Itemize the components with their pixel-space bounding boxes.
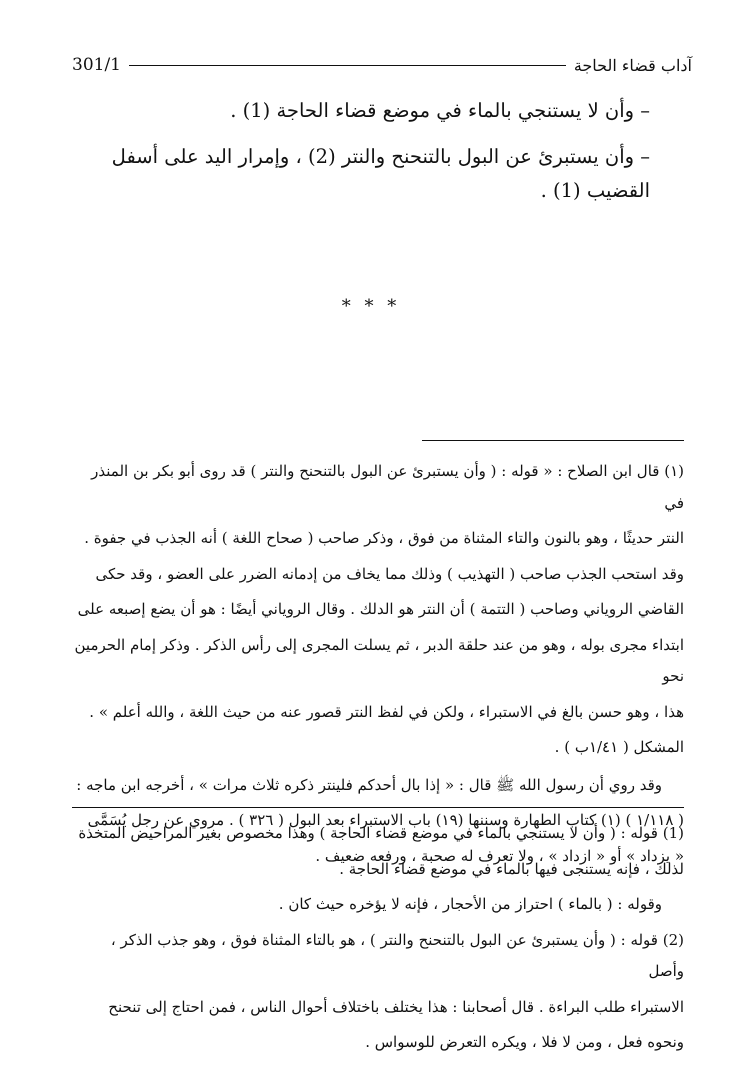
main-line: – وأن يستبرئ عن البول بالتنحنح والنتر (2) ، وإمرار اليد على أسفل القضيب (1) . (111, 145, 650, 202)
footnote-line: (١) قال ابن الصلاح : « قوله : ( وأن يستبرئ عن البول بالتنحنح والنتر ) قد روى أبو بكر بن المنذر في (91, 462, 684, 512)
footnote-line: « يزداد » أو « ازداد » ، ولا تعرف له صحبة ، ورفعه ضعيف . (315, 846, 684, 865)
footnote-line: الاستبراء طلب البراءة . قال أصحابنا : هذا يختلف باختلاف أحوال الناس ، فمن احتاج إلى تنحنح (108, 997, 684, 1016)
footnotes-editor (72, 456, 684, 876)
chapter-title: آداب قضاء الحاجة (573, 55, 692, 75)
footnote-line: (2) قوله : ( وأن يستبرئ عن البول بالتنحنح والنتر ) ، هو بالتاء المثناة فوق ، وهو جذب الذكر ، وأصل (110, 930, 684, 980)
footnote-line: النتر حديثًا ، وهو بالنون والتاء المثناة من فوق ، وذكر صاحب ( صحاح اللغة ) أنه الجذب في جفوة . (84, 529, 684, 547)
running-header (72, 52, 692, 78)
footnotes-author (72, 818, 684, 1063)
main-line: – وأن لا يستنجي بالماء في موضع قضاء الحاجة (1) . (230, 99, 650, 122)
footnote-line: وقوله : ( بالماء ) احتراز من الأحجار ، فإنه لا يؤخره حيث كان . (278, 895, 662, 913)
section-separator: * * * (341, 296, 401, 317)
header-rule (129, 65, 566, 66)
main-text (72, 94, 650, 220)
page-number: 301/1 (72, 55, 121, 75)
footnote-line: ونحوه فعل ، ومن لا فلا ، ويكره التعرض للوسواس . (365, 1033, 684, 1051)
footnote-line: لذلك ، فإنه يستنجى فيها بالماء في موضع قضاء الحاجة . (339, 859, 684, 878)
footnote-line: ( ١/١١٨ ) (١) كتاب الطهارة وسننها (١٩) باب الاستبراء بعد البول ( ٣٢٦ ) . مروي عن رجل يُسَمَّى (87, 811, 684, 829)
footnote-line: المشكل ( ١/٤١ب ) . (554, 738, 684, 756)
footnote-rule-short (422, 440, 684, 441)
footnote-rule-long (72, 807, 684, 808)
footnote-line: وقد روي أن رسول الله ﷺ قال : « إذا بال أحدكم فلينتر ذكره ثلاث مرات » ، أخرجه ابن ماجه : (76, 775, 662, 794)
footnote-line: (1) قوله : ( وأن لا يستنجي بالماء في موضع قضاء الحاجة ) وهذا مخصوص بغير المراحيض المتخذة (78, 824, 684, 842)
footnote-line: ابتداء مجرى بوله ، وهو من عند حلقة الدبر ، ثم يسلت المجرى إلى رأس الذكر . وذكر إمام الحرمين نحو (74, 635, 684, 685)
footnote-line: القاضي الروياني وصاحب ( التتمة ) أن النتر هو الدلك . وقال الروياني أيضًا : هو أن يضع إصبعه على (77, 600, 684, 618)
footnote-line: وقد استحب الجذب صاحب ( التهذيب ) وذلك مما يخاف من إدمانه الضرر على العضو ، وقد حكى (95, 564, 684, 583)
footnote-line: هذا ، وهو حسن بالغ في الاستبراء ، ولكن في لفظ النتر قصور عنه من حيث اللغة ، والله أعلم » . (89, 702, 684, 721)
